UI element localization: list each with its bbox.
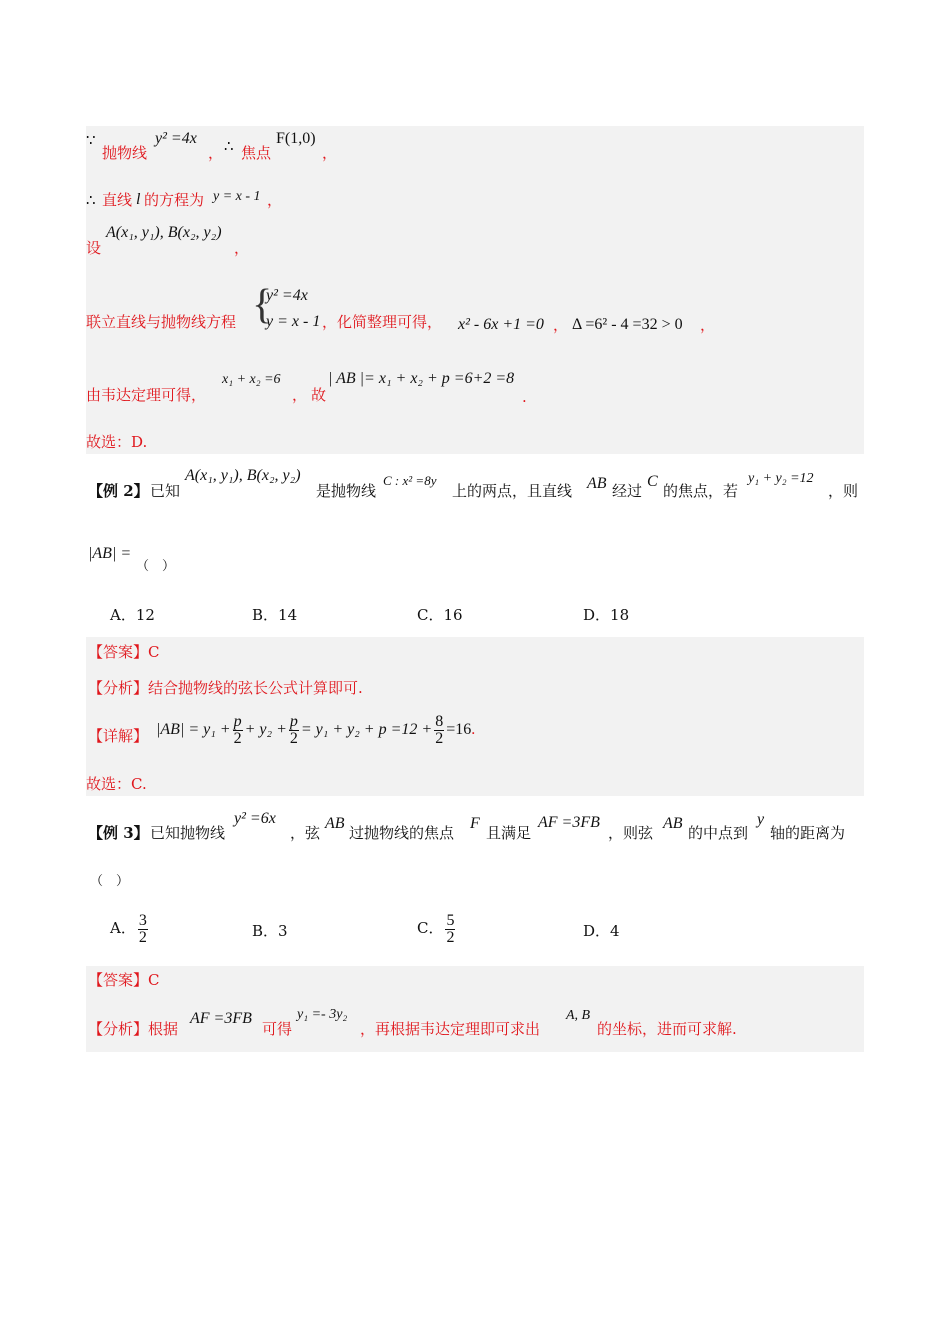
text: . (522, 388, 527, 406)
math: |AB| = (88, 545, 132, 562)
text: 由韦达定理可得， (86, 386, 207, 404)
text: 且满足 (486, 824, 532, 842)
because-symbol: ∵ (86, 131, 96, 149)
text: 焦点 (241, 144, 272, 162)
math: AB (663, 815, 683, 832)
text: ， (322, 144, 338, 162)
math: y² =4x (266, 287, 308, 304)
math: l (136, 191, 141, 208)
text: ，弦 (290, 824, 321, 842)
text: 可得 (262, 1020, 293, 1038)
text: 已知 (150, 482, 181, 500)
solution-block-3 (86, 966, 864, 1052)
text: ， (234, 239, 250, 257)
math: A(x₁, y₁), B(x₂, y₂) (106, 224, 222, 241)
math: Δ =6² - 4 =32 > 0 (572, 316, 683, 333)
math: y₁ =- 3y₂ (297, 1007, 348, 1022)
text: ，化简整理可得， (322, 313, 443, 331)
text: ，再根据韦达定理即可求出 (360, 1020, 541, 1038)
math: AF =3FB (190, 1010, 252, 1027)
math: x₁ + x₂ =6 (222, 372, 281, 387)
numerator: p (233, 712, 242, 730)
denominator: 2 (435, 729, 444, 747)
text: ， (292, 386, 308, 404)
text: 是抛物线 (316, 482, 377, 500)
text: 设 (86, 239, 102, 257)
analysis-line: 【分析】结合抛物线的弦长公式计算即可. (88, 679, 363, 697)
therefore-symbol: ∴ (86, 191, 96, 209)
text: 已知抛物线 (150, 824, 226, 842)
fraction (445, 913, 455, 946)
numerator: p (289, 712, 298, 730)
math: AF =3FB (538, 814, 600, 831)
option-a: A．12 (110, 606, 155, 624)
text: 故 (311, 386, 327, 404)
math: x² - 6x +1 =0 (458, 316, 544, 333)
math: C (647, 473, 658, 490)
fraction (138, 913, 148, 946)
option-b: B．14 (252, 606, 298, 624)
math: + y₂ + (244, 721, 287, 738)
text: 经过 (612, 482, 643, 500)
math: y = x - 1 (213, 189, 261, 204)
solution-block-1 (86, 126, 864, 454)
answer-line: 【答案】C (88, 643, 160, 661)
option-b: B．3 (252, 922, 288, 940)
math: A(x₁, y₁), B(x₂, y₂) (185, 467, 301, 484)
math: |AB| = y₁ + (156, 721, 231, 738)
text: ， (208, 144, 224, 162)
math: F (470, 815, 480, 832)
denominator: 2 (446, 928, 455, 946)
math: F(1,0) (276, 130, 316, 147)
text: 上的两点，且直线 (452, 482, 573, 500)
text: . (471, 721, 476, 738)
option-c (417, 908, 457, 948)
math: C : x² =8y (383, 473, 437, 488)
text: 轴的距离为 (770, 824, 846, 842)
option-label: C． (417, 919, 444, 937)
text: ，则弦 (608, 824, 654, 842)
fraction (289, 714, 299, 747)
text: 【分析】根据 (88, 1020, 179, 1038)
answer-blank: （ ） (136, 559, 176, 574)
text: ， (700, 316, 716, 334)
option-d: D．4 (583, 922, 620, 940)
text: ， (267, 191, 283, 209)
math: = y₁ + y₂ + p =12 + (300, 721, 433, 738)
denominator: 2 (138, 928, 147, 946)
example-tag: 【例 2】 (88, 482, 149, 500)
text: 的方程为 (144, 191, 205, 209)
math: y² =6x (234, 810, 276, 827)
math: =16 (446, 721, 472, 738)
math: y₁ + y₂ =12 (748, 471, 814, 486)
choose-line: 故选：C. (86, 775, 147, 793)
math: y (757, 811, 765, 828)
denominator: 2 (289, 729, 298, 747)
numerator: 3 (138, 911, 147, 929)
math: | AB |= x₁ + x₂ + p =6+2 =8 (328, 370, 515, 387)
math: A, B (566, 1008, 591, 1023)
therefore-symbol: ∴ (224, 137, 234, 155)
brace-symbol: { (252, 282, 273, 328)
answer-blank: （ ） (90, 874, 130, 889)
text: 故选：D. (86, 433, 148, 451)
text: 抛物线 (102, 144, 148, 162)
numerator: 8 (435, 712, 444, 730)
text: ，则 (828, 482, 859, 500)
text: 直线 (102, 191, 133, 209)
detail-tag: 【详解】 (88, 727, 149, 745)
example-tag: 【例 3】 (88, 824, 149, 842)
answer-line: 【答案】C (88, 971, 160, 989)
numerator: 5 (446, 911, 455, 929)
text: 过抛物线的焦点 (349, 824, 455, 842)
text: ， (553, 316, 569, 334)
text: 的中点到 (688, 824, 749, 842)
denominator: 2 (233, 729, 242, 747)
option-d: D．18 (583, 606, 630, 624)
detail-formula (156, 710, 475, 750)
option-c: C．16 (417, 606, 463, 624)
fraction (434, 714, 444, 747)
math: y² =4x (155, 130, 197, 147)
option-a (110, 908, 150, 948)
math: AB (587, 475, 607, 492)
math: AB (325, 815, 345, 832)
text: 的坐标，进而可求解. (597, 1020, 737, 1038)
text: 联立直线与抛物线方程 (86, 313, 237, 331)
text: 的焦点，若 (663, 482, 739, 500)
math: y = x - 1 (266, 313, 321, 330)
option-label: A． (110, 919, 136, 937)
fraction (233, 714, 243, 747)
